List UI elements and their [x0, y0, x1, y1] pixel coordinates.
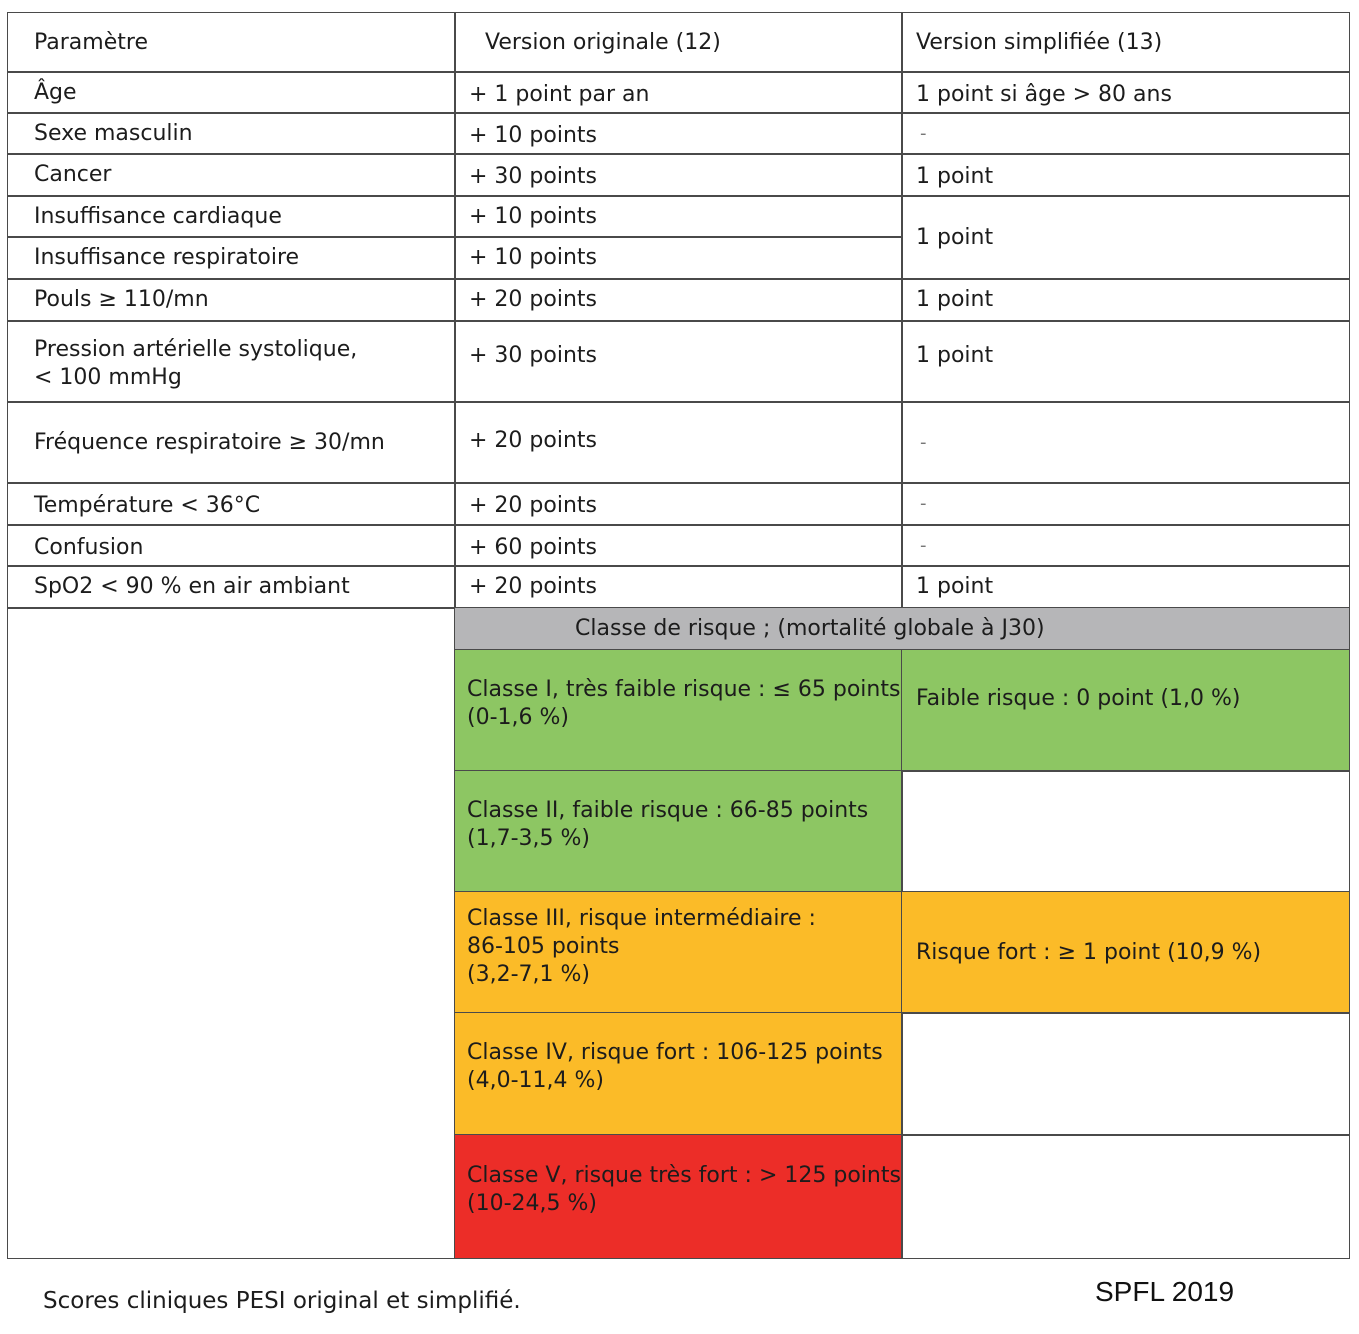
simplified-temperature: - [901, 482, 1350, 526]
pesi-table [7, 12, 1350, 1259]
param-pression: Pression artérielle systolique, < 100 mmHg [7, 320, 456, 403]
original-pression: + 30 points [454, 320, 903, 403]
param-pouls: Pouls ≥ 110/mn [7, 278, 456, 322]
simplified-pression: 1 point [901, 320, 1350, 403]
param-cancer: Cancer [7, 153, 456, 197]
header-simplified: Version simplifiée (13) [901, 12, 1350, 73]
param-spo2: SpO2 < 90 % en air ambiant [7, 565, 456, 609]
param-sexe: Sexe masculin [7, 112, 456, 155]
simplified-risk-high: Risque fort : ≥ 1 point (10,9 %) [901, 891, 1350, 1014]
risk-class-4: Classe IV, risque fort : 106-125 points (4,0-11,4 %) [454, 1012, 903, 1136]
empty-left-block [7, 607, 456, 1259]
simplified-frequence: - [901, 401, 1350, 484]
risk-class-3: Classe III, risque intermédiaire : 86-105 points (3,2-7,1 %) [454, 891, 903, 1014]
param-insuffisance-cardiaque: Insuffisance cardiaque [7, 195, 456, 238]
param-temperature: Température < 36°C [7, 482, 456, 526]
param-confusion: Confusion [7, 524, 456, 567]
original-age: + 1 point par an [454, 71, 903, 114]
original-insuffisance-respiratoire: + 10 points [454, 236, 903, 280]
simplified-confusion: - [901, 524, 1350, 567]
param-age: Âge [7, 71, 456, 114]
original-spo2: + 20 points [454, 565, 903, 609]
simplified-cancer: 1 point [901, 153, 1350, 197]
original-sexe: + 10 points [454, 112, 903, 155]
original-frequence: + 20 points [454, 401, 903, 484]
param-insuffisance-respiratoire: Insuffisance respiratoire [7, 236, 456, 280]
original-insuffisance-cardiaque: + 10 points [454, 195, 903, 238]
simplified-sexe: - [901, 112, 1350, 155]
simplified-risk-empty-2 [901, 1012, 1350, 1136]
risk-class-5: Classe V, risque très fort : > 125 points (10-24,5 %) [454, 1134, 903, 1259]
original-temperature: + 20 points [454, 482, 903, 526]
header-original: Version originale (12) [454, 12, 903, 73]
simplified-insuffisance: 1 point [901, 195, 1350, 280]
original-confusion: + 60 points [454, 524, 903, 567]
simplified-pouls: 1 point [901, 278, 1350, 322]
simplified-risk-empty-3 [901, 1134, 1350, 1259]
simplified-spo2: 1 point [901, 565, 1350, 609]
header-parametre: Paramètre [7, 12, 456, 73]
risk-class-1: Classe I, très faible risque : ≤ 65 points (0-1,6 %) [454, 649, 903, 772]
risk-class-header: Classe de risque ; (mortalité globale à J30) [454, 607, 1350, 651]
risk-class-2: Classe II, faible risque : 66-85 points (1,7-3,5 %) [454, 770, 903, 893]
original-pouls: + 20 points [454, 278, 903, 322]
source-label: SPFL 2019 [1095, 1276, 1235, 1307]
simplified-risk-empty-1 [901, 770, 1350, 893]
simplified-age: 1 point si âge > 80 ans [901, 71, 1350, 114]
param-frequence: Fréquence respiratoire ≥ 30/mn [7, 401, 456, 484]
figure-caption: Scores cliniques PESI original et simplifié. [43, 1288, 521, 1314]
original-cancer: + 30 points [454, 153, 903, 197]
simplified-risk-low: Faible risque : 0 point (1,0 %) [901, 649, 1350, 772]
